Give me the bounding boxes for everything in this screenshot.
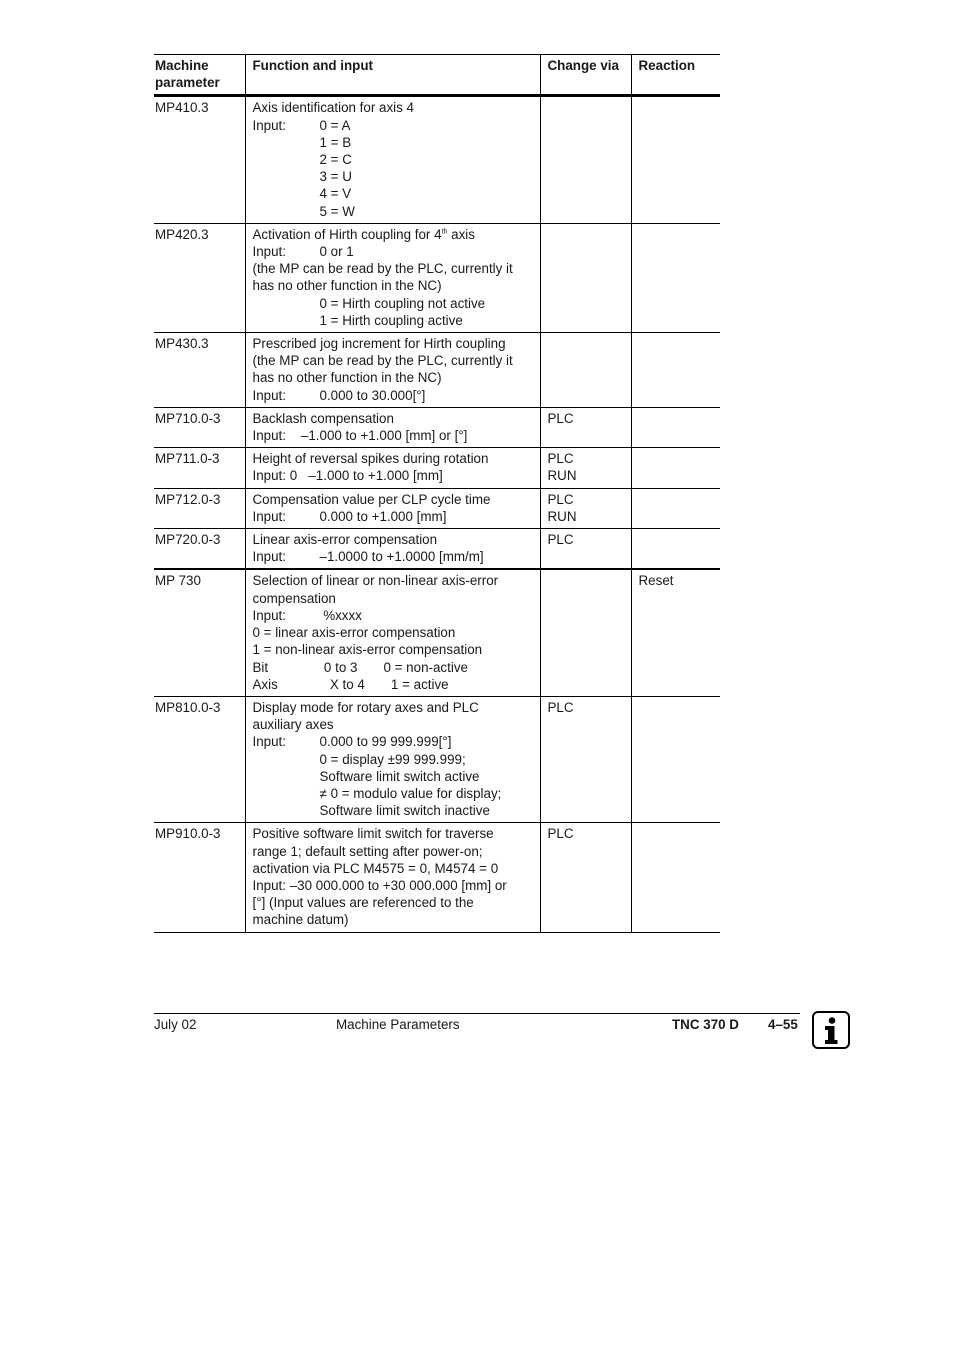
function-line: Input: 0.000 to 99 999.999[°] [252,734,452,750]
function-line: Input: –1.000 to +1.000 [mm] or [°] [252,428,468,444]
function-line: 1 = Hirth coupling active [319,312,463,328]
function-line: Bit 0 to 3 0 = non-active [252,659,468,675]
input-label: Input: [252,244,287,260]
input-label: Input: [252,508,287,524]
function-line: [°] (Input values are referenced to the [252,895,474,911]
function-cell [245,448,540,488]
function-line: Input: 0.000 to 30.000[°] [252,387,426,403]
change-via-cell [540,96,631,223]
machine-parameter-cell: MP720.0-3 [154,529,245,570]
machine-parameter-cell: MP910.0-3 [154,823,245,932]
function-line: Compensation value per CLP cycle time [252,491,491,507]
change-via-cell: PLC [540,696,631,822]
function-cell [245,96,540,223]
info-icon [812,1011,850,1049]
machine-parameter-cell: MP420.3 [154,223,245,332]
reaction-cell [631,407,720,447]
parameter-table [154,54,720,933]
machine-parameter-cell: MP 730 [154,569,245,696]
table-row [154,407,720,447]
function-line: 5 = W [319,203,355,219]
function-line: Display mode for rotary axes and PLC [252,699,479,715]
reaction-cell [631,529,720,570]
function-line: Input: 0.000 to +1.000 [mm] [252,508,447,524]
function-cell [245,823,540,932]
table-row [154,696,720,822]
header-change-via: Change via [540,55,631,96]
function-line: Backlash compensation [252,410,394,426]
reaction-cell [631,96,720,223]
function-cell [245,569,540,696]
table-row [154,823,720,932]
function-line: (the MP can be read by the PLC, currently it [252,261,513,277]
function-line: Axis identification for axis 4 [252,100,415,116]
function-line: Input: 0 = A [252,117,351,133]
function-line: Activation of Hirth coupling for 4th axis [252,226,475,242]
change-via-cell: PLC [540,529,631,570]
table-header-row [154,55,720,96]
header-reaction: Reaction [631,55,720,96]
reaction-cell [631,333,720,408]
table-row [154,529,720,570]
function-cell [245,529,540,570]
table-row [154,333,720,408]
function-line: Axis X to 4 1 = active [252,676,449,692]
function-line: Input: 0 or 1 [252,244,354,260]
change-via-cell [540,333,631,408]
function-line: Software limit switch inactive [319,803,490,819]
function-line: Input: 0 –1.000 to +1.000 [mm] [252,468,443,484]
function-cell [245,333,540,408]
function-line: 0 = display ±99 999.999; [319,751,466,767]
function-line: compensation [252,590,336,606]
change-via-cell: PLC [540,823,631,932]
footer-page-number: 4–55 [768,1017,798,1032]
reaction-cell [631,488,720,528]
footer-product: TNC 370 D [672,1017,739,1032]
input-label: Input: [252,549,287,565]
machine-parameter-cell: MP430.3 [154,333,245,408]
function-line: range 1; default setting after power-on; [252,843,483,859]
function-line: 0 = linear axis-error compensation [252,625,456,641]
function-line: activation via PLC M4575 = 0, M4574 = 0 [252,860,499,876]
function-line: 0 = Hirth coupling not active [319,295,486,311]
footer-section: Machine Parameters [336,1017,460,1032]
function-line: 3 = U [319,169,352,185]
reaction-cell: Reset [631,569,720,696]
change-via-cell: PLC RUN [540,488,631,528]
change-via-cell [540,223,631,332]
table-row [154,223,720,332]
function-line: 1 = non-linear axis-error compensation [252,642,483,658]
table-row [154,448,720,488]
function-line: (the MP can be read by the PLC, currently it [252,353,513,369]
function-line: Selection of linear or non-linear axis-error [252,573,499,589]
function-line: has no other function in the NC) [252,370,442,386]
function-line: Linear axis-error compensation [252,532,438,548]
function-line: Software limit switch active [319,768,480,784]
function-line: Input: –1.0000 to +1.0000 [mm/m] [252,549,484,565]
input-label: Input: [252,734,287,750]
machine-parameter-cell: MP712.0-3 [154,488,245,528]
header-function-and-input: Function and input [245,55,540,96]
machine-parameter-cell: MP711.0-3 [154,448,245,488]
function-line: Positive software limit switch for traverse [252,826,494,842]
change-via-cell [540,569,631,696]
function-line: Input: %xxxx [252,607,362,623]
header-machine-parameter: Machine parameter [154,55,245,96]
reaction-cell [631,223,720,332]
function-line: Prescribed jog increment for Hirth coupling [252,336,506,352]
input-label: Input: [252,387,287,403]
change-via-cell: PLC [540,407,631,447]
ordinal-suffix: th [441,228,448,236]
table-row [154,488,720,528]
footer-date: July 02 [154,1017,197,1032]
function-line: 1 = B [319,134,352,150]
change-via-cell: PLC RUN [540,448,631,488]
input-label: Input: [252,117,287,133]
function-line: Input: –30 000.000 to +30 000.000 [mm] or [252,877,507,893]
table-body [154,96,720,932]
reaction-cell [631,696,720,822]
table-row [154,569,720,696]
reaction-cell [631,823,720,932]
function-line: ≠ 0 = modulo value for display; [319,785,502,801]
function-line: 4 = V [319,186,352,202]
reaction-cell [631,448,720,488]
function-line: 2 = C [319,152,352,168]
machine-parameter-cell: MP710.0-3 [154,407,245,447]
machine-parameter-cell: MP410.3 [154,96,245,223]
function-cell [245,696,540,822]
function-line: has no other function in the NC) [252,278,442,294]
function-cell [245,407,540,447]
function-line: Height of reversal spikes during rotation [252,451,489,467]
function-cell [245,223,540,332]
footer-rule [154,1013,800,1014]
function-cell [245,488,540,528]
machine-parameter-cell: MP810.0-3 [154,696,245,822]
table-row [154,96,720,223]
function-line: auxiliary axes [252,717,334,733]
function-line: machine datum) [252,912,349,928]
